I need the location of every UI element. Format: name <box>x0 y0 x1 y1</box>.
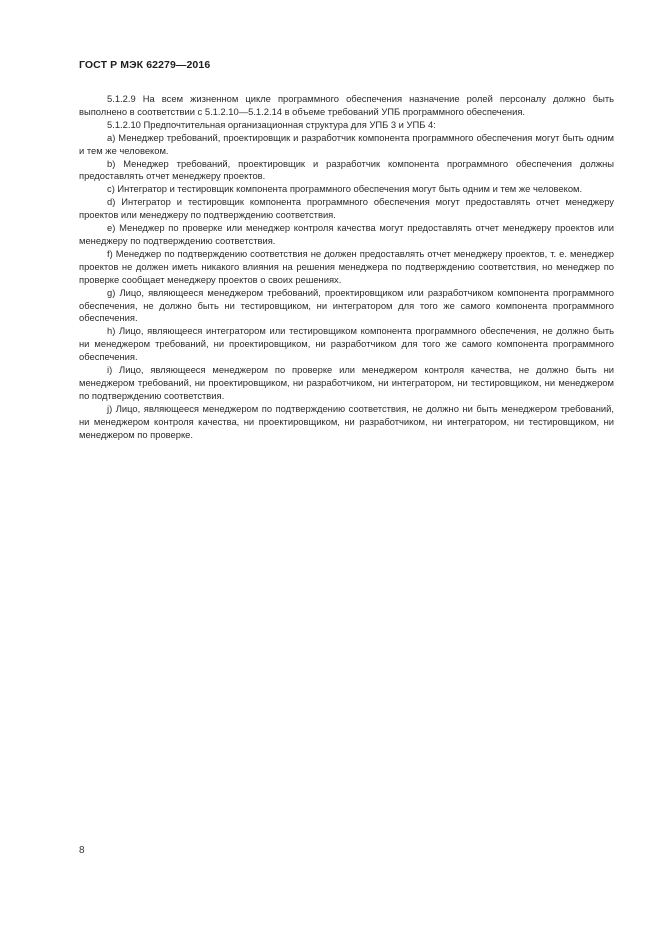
document-body <box>79 93 614 441</box>
list-item-e: e) Менеджер по проверке или менеджер контроля качества могут предоставлять отчет менеджеру проектов или менеджеру по подтверждению соответствия. <box>79 222 614 246</box>
paragraph-5-1-2-9: 5.1.2.9 На всем жизненном цикле программного обеспечения назначение ролей персоналу должно быть выполнено в соответствии с 5.1.2.10—5.1.2.14 в объеме требований УПБ программного обеспечения. <box>79 93 614 117</box>
list-item-h: h) Лицо, являющееся интегратором или тестировщиком компонента программного обеспечения, не должно быть ни менеджером требований, ни проектировщиком, ни разработчиком для того же самого компонента программного обеспечения. <box>79 325 614 363</box>
list-item-d: d) Интегратор и тестировщик компонента программного обеспечения могут предоставлять отчет менеджеру проектов или менеджеру по подтверждению соответствия. <box>79 196 614 221</box>
list-item-c: c) Интегратор и тестировщик компонента программного обеспечения могут быть одним и тем же человеком. <box>107 183 583 195</box>
list-item-a: a) Менеджер требований, проектировщик и разработчик компонента программного обеспечения могут быть одним и тем же человеком. <box>79 131 614 156</box>
paragraph-5-1-2-10: 5.1.2.10 Предпочтительная организационная структура для УПБ 3 и УПБ 4: <box>107 118 436 130</box>
list-item-f: f) Менеджер по подтверждению соответствия не должен предоставлять отчет менеджеру проектов, т. е. менеджер проектов не должен иметь никакого влияния на решения менеджера по подтверждению соответствия, но менеджер по проверке сообщает менеджеру проектов о своих решениях. <box>79 247 614 285</box>
document-header: ГОСТ Р МЭК 62279—2016 <box>79 59 211 71</box>
list-item-j: j) Лицо, являющееся менеджером по подтверждению соответствия, не должно ни быть менеджером требований, ни менеджером контроля качества, ни проектировщиком, ни разработчиком, ни интегратором, ни тестировщиком, ни менеджером по проверке. <box>79 402 614 440</box>
list-item-i: i) Лицо, являющееся менеджером по проверке или менеджером контроля качества, не должно быть ни менеджером требований, ни проектировщиком, ни разработчиком, ни интегратором, ни тестировщиком, ни менеджером по подтверждению соответствия. <box>79 364 614 401</box>
list-item-b: b) Менеджер требований, проектировщик и разработчик компонента программного обеспечения должны предоставлять отчет менеджеру проектов. <box>79 157 614 182</box>
page-number: 8 <box>79 845 85 856</box>
list-item-g: g) Лицо, являющееся менеджером требований, проектировщиком или разработчиком компонента программного обеспечения, не должно быть ни тестировщиком, ни интегратором для того же самого компонента программного обеспечения. <box>79 286 614 324</box>
